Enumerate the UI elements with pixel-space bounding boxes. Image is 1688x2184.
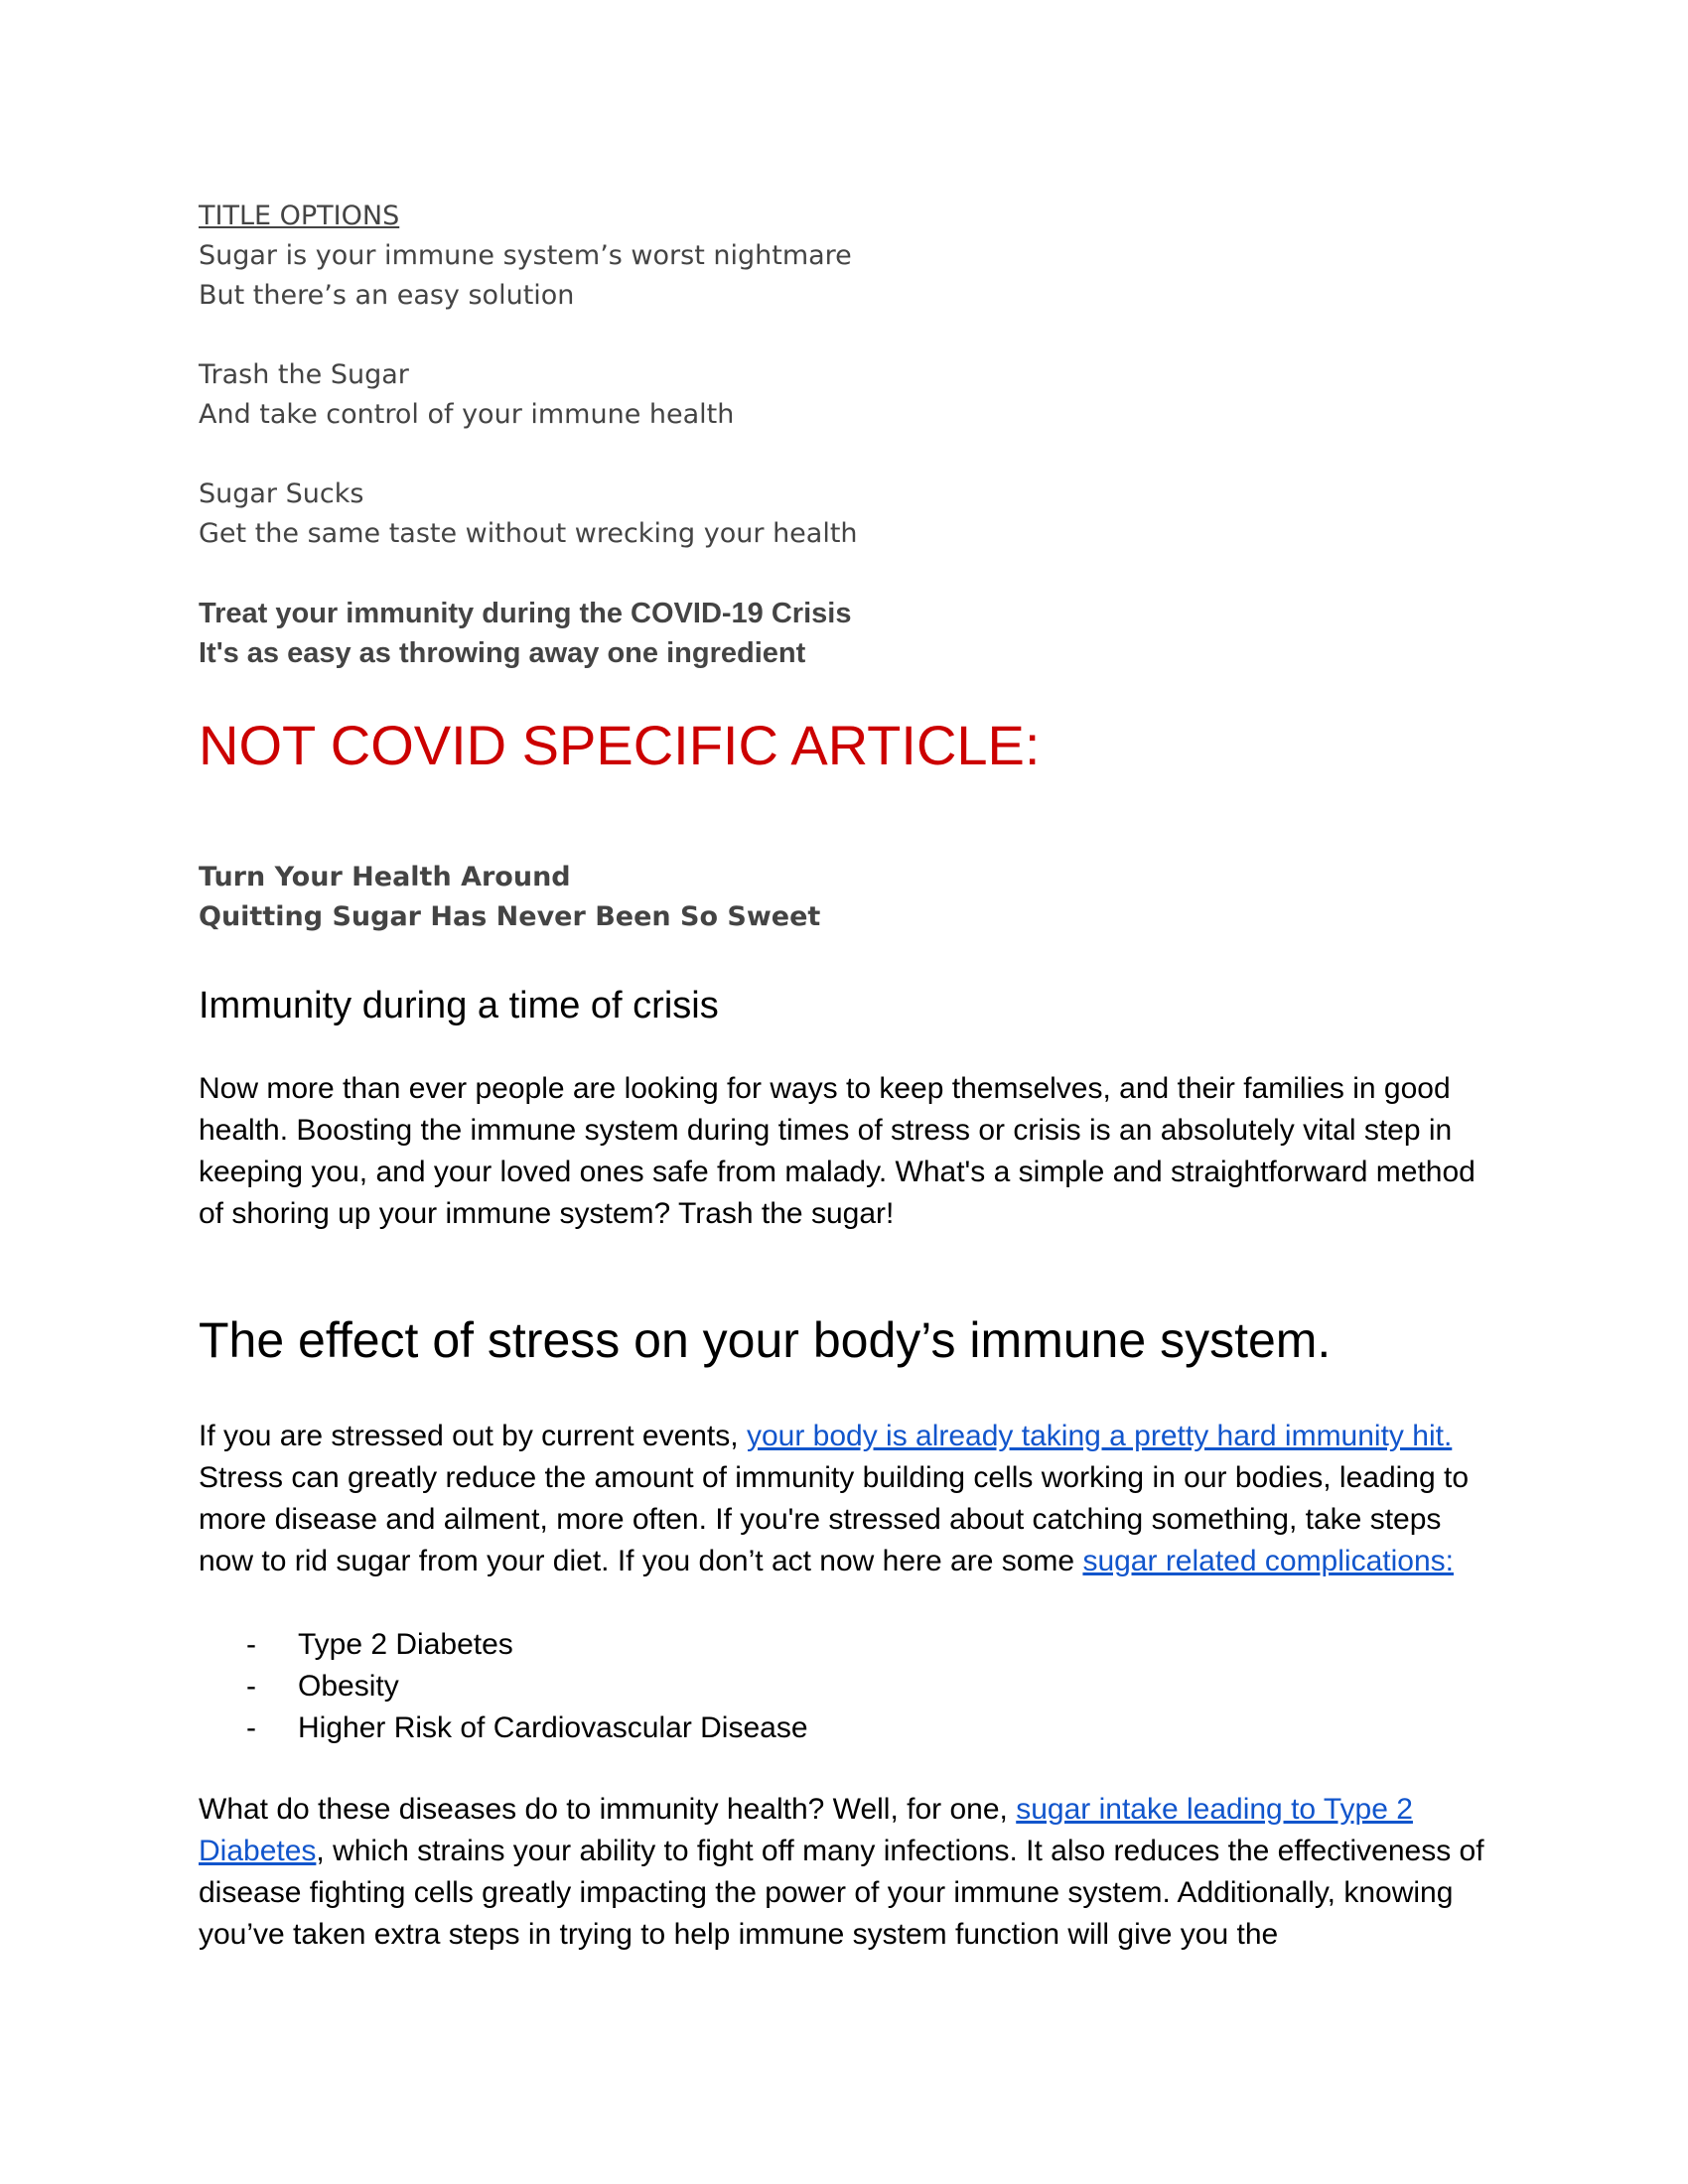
list-item-text: Type 2 Diabetes bbox=[298, 1628, 513, 1661]
section-heading-immunity: Immunity during a time of crisis bbox=[199, 985, 719, 1026]
diseases-paragraph-text-2: , which strains your ability to fight off many infections. It also reduces the effectiveness of disease fighting cells greatly impacting the power of your immune system. Additionally, knowing you’ve taken extra steps in trying to help immune system function will give you the bbox=[199, 1835, 1484, 1951]
immunity-paragraph: Now more than ever people are looking for ways to keep themselves, and their families in good health. Boosting the immune system during times of stress or crisis is an absolutely vital step in keeping you, and your loved ones safe from malady. What's a simple and straightforward method of shoring up your immune system? Trash the sugar! bbox=[199, 1072, 1476, 1230]
list-item-text: Higher Risk of Cardiovascular Disease bbox=[298, 1711, 808, 1744]
list-item bbox=[199, 1624, 1489, 1666]
title-option-4-line2: It's as easy as throwing away one ingredient bbox=[199, 637, 806, 669]
immunity-hit-link[interactable]: your body is already taking a pretty hard immunity hit. bbox=[746, 1420, 1453, 1452]
diseases-paragraph bbox=[199, 1789, 1489, 1956]
stress-paragraph bbox=[199, 1416, 1489, 1582]
list-item-text: Obesity bbox=[298, 1670, 399, 1703]
title-options bbox=[199, 197, 1489, 673]
diseases-paragraph-text-1: What do these diseases do to immunity health? Well, for one, bbox=[199, 1793, 1017, 1826]
title-option-2-line1: Trash the Sugar bbox=[199, 359, 409, 390]
title-option-3-line1: Sugar Sucks bbox=[199, 478, 364, 509]
article-title bbox=[199, 858, 1489, 937]
list-dash: - bbox=[246, 1628, 256, 1661]
title-option-1-line1: Sugar is your immune system’s worst nightmare bbox=[199, 240, 852, 271]
stress-paragraph-text-2: Stress can greatly reduce the amount of immunity building cells working in our bodies, leading to more disease and ailment, more often. If you're stressed about catching something, take steps now to rid sugar from your diet. If you don’t act now here are some bbox=[199, 1461, 1470, 1577]
section-heading-stress: The effect of stress on your body’s immune system. bbox=[199, 1312, 1332, 1368]
title-option-3-line2: Get the same taste without wrecking your health bbox=[199, 518, 858, 549]
list-dash: - bbox=[246, 1670, 256, 1703]
article-subtitle: Quitting Sugar Has Never Been So Sweet bbox=[199, 901, 821, 932]
not-covid-heading: NOT COVID SPECIFIC ARTICLE: bbox=[199, 714, 1041, 776]
list-item bbox=[199, 1666, 1489, 1707]
list-dash: - bbox=[246, 1711, 256, 1744]
type2-diabetes-link[interactable]: sugar intake leading to Type 2 Diabetes bbox=[199, 1793, 1413, 1867]
sugar-complications-link[interactable]: sugar related complications: bbox=[1082, 1545, 1454, 1577]
title-option-4-line1: Treat your immunity during the COVID-19 Crisis bbox=[199, 598, 852, 629]
title-options-heading: TITLE OPTIONS bbox=[199, 201, 400, 231]
document-content bbox=[199, 197, 1489, 1956]
article-title-line1: Turn Your Health Around bbox=[199, 862, 571, 892]
title-option-2-line2: And take control of your immune health bbox=[199, 399, 735, 430]
stress-paragraph-text-1: If you are stressed out by current events, bbox=[199, 1420, 747, 1452]
list-item bbox=[199, 1707, 1489, 1749]
complications-list bbox=[199, 1624, 1489, 1749]
title-option-1-line2: But there’s an easy solution bbox=[199, 280, 575, 311]
